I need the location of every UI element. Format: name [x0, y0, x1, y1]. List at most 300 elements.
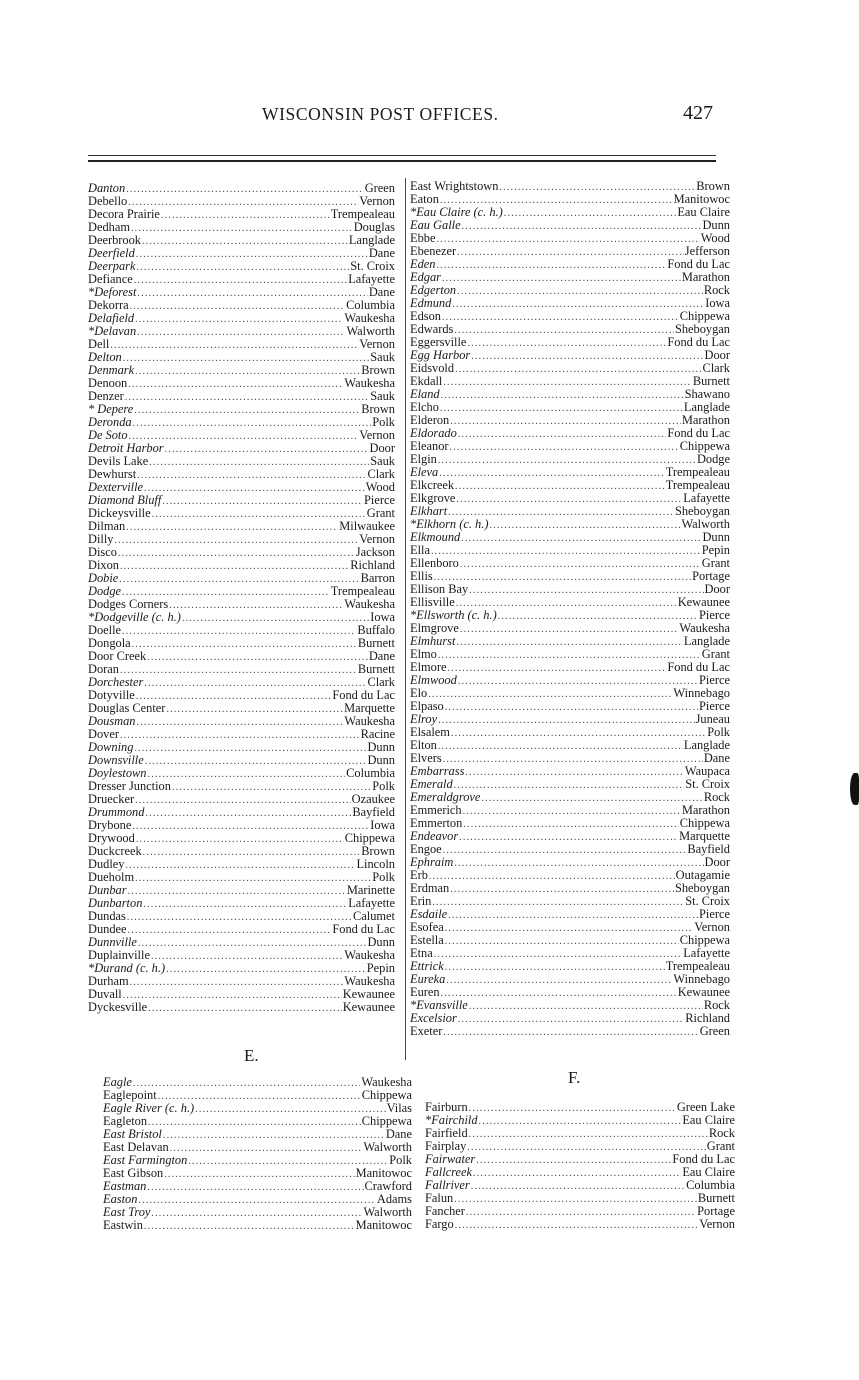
post-office-name: Dueholm — [88, 870, 135, 884]
leader-dots — [460, 623, 679, 636]
post-office-name: Defiance — [88, 272, 133, 286]
county-name: Columbia — [686, 1178, 735, 1192]
leader-dots — [469, 1102, 676, 1115]
post-office-entry — [88, 715, 395, 728]
county-name: Lincoln — [356, 857, 395, 871]
county-name: Richland — [350, 558, 395, 572]
leader-dots — [132, 820, 369, 833]
post-office-entry — [88, 403, 395, 416]
post-office-name: Diamond Bluff — [88, 493, 162, 507]
county-name: Clark — [367, 467, 395, 481]
post-office-name: Falun — [425, 1191, 454, 1205]
county-name: Columbia — [346, 766, 395, 780]
leader-dots — [119, 573, 359, 586]
leader-dots — [434, 948, 683, 961]
post-office-entry — [410, 895, 730, 908]
post-office-name: Dunbar — [88, 883, 127, 897]
county-name: Vernon — [359, 337, 395, 351]
county-name: Rock — [708, 1126, 735, 1140]
post-office-name: Elmgrove — [410, 621, 459, 635]
post-office-name: Doylestown — [88, 766, 147, 780]
post-office-entry — [410, 1012, 730, 1025]
leader-dots — [499, 181, 695, 194]
post-office-name: Denzer — [88, 389, 124, 403]
county-name: Fond du Lac — [332, 922, 395, 936]
post-office-name: Dover — [88, 727, 119, 741]
post-office-name: De Soto — [88, 428, 128, 442]
county-name: Pepin — [701, 543, 730, 557]
post-office-name: Dyckesville — [88, 1000, 148, 1014]
post-office-name: Fargo — [425, 1217, 454, 1231]
header-rule-thin — [88, 155, 716, 156]
county-name: Racine — [360, 727, 395, 741]
county-name: Iowa — [370, 818, 395, 832]
leader-dots — [114, 534, 358, 547]
post-office-entry — [103, 1219, 412, 1232]
post-office-entry — [88, 546, 395, 559]
post-office-entry — [88, 208, 395, 221]
leader-dots — [428, 688, 672, 701]
leader-dots — [450, 415, 681, 428]
post-office-entry — [410, 219, 730, 232]
post-office-name: Drybone — [88, 818, 132, 832]
county-name: Marquette — [344, 701, 395, 715]
post-office-name: Emmerich — [410, 803, 462, 817]
post-office-name: Elderon — [410, 413, 450, 427]
post-office-name: Dousman — [88, 714, 136, 728]
post-office-entry — [410, 271, 730, 284]
county-name: Chippewa — [361, 1114, 412, 1128]
county-name: Langlade — [683, 634, 730, 648]
county-name: Calumet — [353, 909, 395, 923]
county-name: Waukesha — [344, 948, 395, 962]
county-name: Marinette — [346, 883, 395, 897]
leader-dots — [448, 909, 698, 922]
county-name: Vernon — [699, 1217, 735, 1231]
county-name: Chippewa — [679, 816, 730, 830]
county-name: Clark — [367, 675, 395, 689]
post-office-name: Edgar — [410, 270, 441, 284]
post-office-name: Ephraim — [410, 855, 454, 869]
leader-dots — [172, 781, 371, 794]
leader-dots — [136, 248, 368, 261]
leader-dots — [445, 922, 693, 935]
county-name: Sheboygan — [674, 504, 730, 518]
county-name: Grant — [366, 506, 395, 520]
leader-dots — [434, 571, 691, 584]
post-office-name: East Bristol — [103, 1127, 162, 1141]
post-office-name: Fairburn — [425, 1100, 468, 1114]
post-office-name: Downing — [88, 740, 134, 754]
right-column-e-entries — [410, 180, 730, 1038]
leader-dots — [473, 1167, 681, 1180]
county-name: Burnett — [697, 1191, 735, 1205]
leader-dots — [125, 859, 355, 872]
county-name: St. Croix — [685, 777, 730, 791]
county-name: St. Croix — [685, 894, 730, 908]
county-name: Waukesha — [361, 1075, 412, 1089]
post-office-name: Emeraldgrove — [410, 790, 481, 804]
county-name: Eau Claire — [682, 1165, 735, 1179]
post-office-name: Dell — [88, 337, 110, 351]
post-office-name: *Evansville — [410, 998, 468, 1012]
leader-dots — [161, 209, 330, 222]
post-office-entry — [88, 182, 395, 195]
post-office-name: Ellison Bay — [410, 582, 469, 596]
scan-edge-mark — [850, 773, 859, 805]
county-name: Manitowoc — [355, 1166, 412, 1180]
post-office-name: Dorchester — [88, 675, 144, 689]
county-name: Dunn — [702, 218, 730, 232]
county-name: Chippewa — [679, 439, 730, 453]
county-name: Vernon — [694, 920, 730, 934]
county-name: Polk — [707, 725, 730, 739]
leader-dots — [130, 300, 346, 313]
post-office-entry — [88, 650, 395, 663]
leader-dots — [450, 883, 674, 896]
post-office-entry — [425, 1205, 735, 1218]
post-office-entry — [88, 858, 395, 871]
county-name: Dane — [385, 1127, 412, 1141]
county-name: Chippewa — [679, 933, 730, 947]
post-office-name: Disco — [88, 545, 117, 559]
post-office-name: Elroy — [410, 712, 438, 726]
county-name: Walworth — [363, 1205, 412, 1219]
post-office-entry — [88, 520, 395, 533]
county-name: Sauk — [370, 350, 395, 364]
leader-dots — [127, 911, 352, 924]
leader-dots — [134, 274, 348, 287]
post-office-entry — [410, 349, 730, 362]
leader-dots — [131, 222, 353, 235]
post-office-entry — [88, 390, 395, 403]
post-office-name: *Deforest — [88, 285, 137, 299]
leader-dots — [144, 482, 365, 495]
leader-dots — [441, 389, 684, 402]
leader-dots — [128, 885, 346, 898]
post-office-name: Eidsvold — [410, 361, 455, 375]
post-office-name: Elvers — [410, 751, 442, 765]
post-office-name: Durham — [88, 974, 129, 988]
post-office-name: Danton — [88, 181, 126, 195]
post-office-name: Druecker — [88, 792, 135, 806]
leader-dots — [135, 313, 343, 326]
county-name: Pierce — [699, 673, 730, 687]
post-office-name: Engoe — [410, 842, 442, 856]
county-name: Winnebago — [673, 972, 730, 986]
post-office-name: Dixon — [88, 558, 119, 572]
county-name: Portage — [692, 569, 730, 583]
leader-dots — [182, 612, 369, 625]
leader-dots — [455, 363, 701, 376]
post-office-name: Dodge — [88, 584, 122, 598]
county-name: Lafayette — [683, 491, 730, 505]
post-office-name: Dexterville — [88, 480, 144, 494]
county-name: Lafayette — [348, 896, 395, 910]
post-office-name: Duvall — [88, 987, 122, 1001]
county-name: Sheboygan — [674, 881, 730, 895]
post-office-name: Eland — [410, 387, 440, 401]
county-name: Vilas — [386, 1101, 412, 1115]
post-office-name: *Fairchild — [425, 1113, 478, 1127]
post-office-name: Ellisville — [410, 595, 455, 609]
county-name: Door — [704, 855, 730, 869]
post-office-name: Elkcreek — [410, 478, 455, 492]
county-name: Dunn — [702, 530, 730, 544]
county-name: Dane — [368, 285, 395, 299]
post-office-name: Erdman — [410, 881, 450, 895]
leader-dots — [439, 467, 665, 480]
post-office-name: Eagle River (c. h.) — [103, 1101, 195, 1115]
leader-dots — [442, 311, 679, 324]
post-office-name: Edmund — [410, 296, 452, 310]
leader-dots — [463, 805, 681, 818]
county-name: Waukesha — [344, 714, 395, 728]
leader-dots — [143, 898, 347, 911]
post-office-entry — [410, 830, 730, 843]
leader-dots — [471, 1180, 685, 1193]
post-office-entry — [410, 635, 730, 648]
county-name: Marathon — [681, 803, 730, 817]
post-office-entry — [88, 1001, 395, 1014]
post-office-name: Doelle — [88, 623, 122, 637]
county-name: Dunn — [367, 740, 395, 754]
leader-dots — [136, 261, 349, 274]
post-office-name: Dunnville — [88, 935, 137, 949]
leader-dots — [467, 1141, 705, 1154]
county-name: Grant — [701, 647, 730, 661]
post-office-name: Deronda — [88, 415, 132, 429]
leader-dots — [145, 755, 367, 768]
leader-dots — [134, 404, 360, 417]
county-name: Milwaukee — [339, 519, 395, 533]
county-name: Langlade — [683, 738, 730, 752]
leader-dots — [455, 480, 665, 493]
post-office-entry — [88, 377, 395, 390]
leader-dots — [438, 649, 701, 662]
county-name: Kewaunee — [677, 595, 730, 609]
leader-dots — [151, 1207, 362, 1220]
post-office-name: Embarrass — [410, 764, 465, 778]
post-office-name: Elsalem — [410, 725, 450, 739]
post-office-name: Elmwood — [410, 673, 457, 687]
county-name: Fond du Lac — [667, 257, 730, 271]
leader-dots — [137, 326, 345, 339]
county-name: Polk — [372, 415, 395, 429]
county-name: Chippewa — [679, 309, 730, 323]
county-name: Columbia — [346, 298, 395, 312]
county-name: Jefferson — [684, 244, 730, 258]
post-office-name: Eleva — [410, 465, 439, 479]
post-office-name: Eagleton — [103, 1114, 148, 1128]
post-office-name: Dilly — [88, 532, 114, 546]
county-name: Langlade — [683, 400, 730, 414]
county-name: Trempealeau — [330, 207, 395, 221]
leader-dots — [440, 402, 683, 415]
post-office-entry — [88, 897, 395, 910]
post-office-name: Fancher — [425, 1204, 465, 1218]
leader-dots — [459, 831, 678, 844]
post-office-name: Eggersville — [410, 335, 467, 349]
county-name: Wood — [700, 231, 730, 245]
county-name: Winnebago — [673, 686, 730, 700]
post-office-entry — [410, 531, 730, 544]
leader-dots — [438, 740, 683, 753]
post-office-name: Douglas Center — [88, 701, 166, 715]
county-name: Pepin — [366, 961, 395, 975]
leader-dots — [170, 1142, 363, 1155]
leader-dots — [137, 469, 366, 482]
county-name: Sauk — [370, 454, 395, 468]
leader-dots — [471, 350, 703, 363]
post-office-name: Eastman — [103, 1179, 147, 1193]
leader-dots — [498, 610, 698, 623]
county-name: Walworth — [363, 1140, 412, 1154]
county-name: Grant — [701, 556, 730, 570]
post-office-entry — [410, 479, 730, 492]
post-office-name: Drummond — [88, 805, 145, 819]
post-office-entry — [410, 934, 730, 947]
post-office-name: Fallcreek — [425, 1165, 473, 1179]
county-name: Marquette — [679, 829, 730, 843]
post-office-entry — [410, 999, 730, 1012]
leader-dots — [162, 495, 363, 508]
leader-dots — [130, 976, 344, 989]
post-office-name: Etna — [410, 946, 433, 960]
county-name: Clark — [702, 361, 730, 375]
post-office-name: East Wrightstown — [410, 179, 499, 193]
leader-dots — [452, 298, 704, 311]
leader-dots — [147, 1181, 363, 1194]
post-office-entry — [410, 375, 730, 388]
leader-dots — [438, 714, 695, 727]
leader-dots — [120, 729, 360, 742]
page-title: WISCONSIN POST OFFICES. — [262, 104, 499, 124]
leader-dots — [438, 454, 696, 467]
leader-dots — [123, 989, 342, 1002]
county-name: Green — [699, 1024, 730, 1038]
leader-dots — [445, 701, 698, 714]
leader-dots — [462, 220, 702, 233]
post-office-entry — [410, 440, 730, 453]
post-office-name: Estella — [410, 933, 444, 947]
leader-dots — [441, 987, 677, 1000]
leader-dots — [120, 560, 349, 573]
county-name: Green — [364, 181, 395, 195]
county-name: Chippewa — [361, 1088, 412, 1102]
county-name: Jackson — [355, 545, 395, 559]
county-name: Marathon — [681, 413, 730, 427]
post-office-name: *Durand (c. h.) — [88, 961, 166, 975]
leader-dots — [145, 807, 351, 820]
county-name: Brown — [696, 179, 730, 193]
post-office-entry — [88, 325, 395, 338]
leader-dots — [143, 846, 361, 859]
post-office-name: East Delavan — [103, 1140, 169, 1154]
county-name: Fond du Lac — [672, 1152, 735, 1166]
leader-dots — [148, 1116, 361, 1129]
post-office-name: Eaton — [410, 192, 439, 206]
county-name: Brown — [361, 363, 395, 377]
post-office-name: Fallriver — [425, 1178, 470, 1192]
post-office-name: Eden — [410, 257, 436, 271]
county-name: Brown — [361, 402, 395, 416]
post-office-entry — [425, 1114, 735, 1127]
post-office-entry — [410, 713, 730, 726]
leader-dots — [458, 1013, 684, 1026]
post-office-entry — [425, 1127, 735, 1140]
post-office-name: Elton — [410, 738, 437, 752]
county-name: Door — [704, 582, 730, 596]
post-office-entry — [88, 845, 395, 858]
leader-dots — [120, 664, 357, 677]
post-office-name: Dudley — [88, 857, 125, 871]
leader-dots — [147, 651, 368, 664]
post-office-name: Egg Harbor — [410, 348, 471, 362]
leader-dots — [142, 235, 348, 248]
county-name: Manitowoc — [673, 192, 730, 206]
post-office-name: Eldorado — [410, 426, 457, 440]
post-office-name: Dobie — [88, 571, 119, 585]
leader-dots — [456, 493, 682, 506]
post-office-name: East Gibson — [103, 1166, 164, 1180]
leader-dots — [429, 870, 675, 883]
county-name: Juneau — [695, 712, 730, 726]
post-office-name: Downsville — [88, 753, 144, 767]
post-office-name: Dundas — [88, 909, 126, 923]
post-office-name: Elgin — [410, 452, 437, 466]
right-column-f-entries — [425, 1101, 735, 1231]
leader-dots — [436, 259, 666, 272]
post-office-name: Dewhurst — [88, 467, 137, 481]
post-office-name: Ebenezer — [410, 244, 457, 258]
post-office-name: Elcho — [410, 400, 439, 414]
post-office-name: Decora Prairie — [88, 207, 160, 221]
post-office-entry — [410, 726, 730, 739]
post-office-name: Ebbe — [410, 231, 436, 245]
post-office-entry — [103, 1180, 412, 1193]
leader-dots — [445, 935, 679, 948]
county-name: Door — [369, 441, 395, 455]
leader-dots — [126, 521, 338, 534]
post-office-entry — [410, 362, 730, 375]
county-name: Pierce — [699, 907, 730, 921]
header-rule-thick — [88, 160, 716, 162]
county-name: Manitowoc — [355, 1218, 412, 1232]
post-office-name: Eleanor — [410, 439, 449, 453]
county-name: Fond du Lac — [667, 426, 730, 440]
county-name: Dane — [368, 649, 395, 663]
leader-dots — [164, 1168, 354, 1181]
leader-dots — [135, 794, 351, 807]
leader-dots — [489, 519, 680, 532]
page-header — [0, 104, 859, 134]
county-name: Fond du Lac — [667, 335, 730, 349]
post-office-name: Elmore — [410, 660, 447, 674]
leader-dots — [137, 716, 344, 729]
post-office-entry — [410, 388, 730, 401]
post-office-name: Dekorra — [88, 298, 129, 312]
leader-dots — [447, 662, 666, 675]
leader-dots — [445, 961, 665, 974]
county-name: Waupaca — [684, 764, 730, 778]
post-office-name: Emerald — [410, 777, 453, 791]
post-office-entry — [410, 843, 730, 856]
post-office-entry — [425, 1179, 735, 1192]
leader-dots — [138, 937, 367, 950]
post-office-entry — [88, 338, 395, 351]
post-office-name: East Farmington — [103, 1153, 188, 1167]
